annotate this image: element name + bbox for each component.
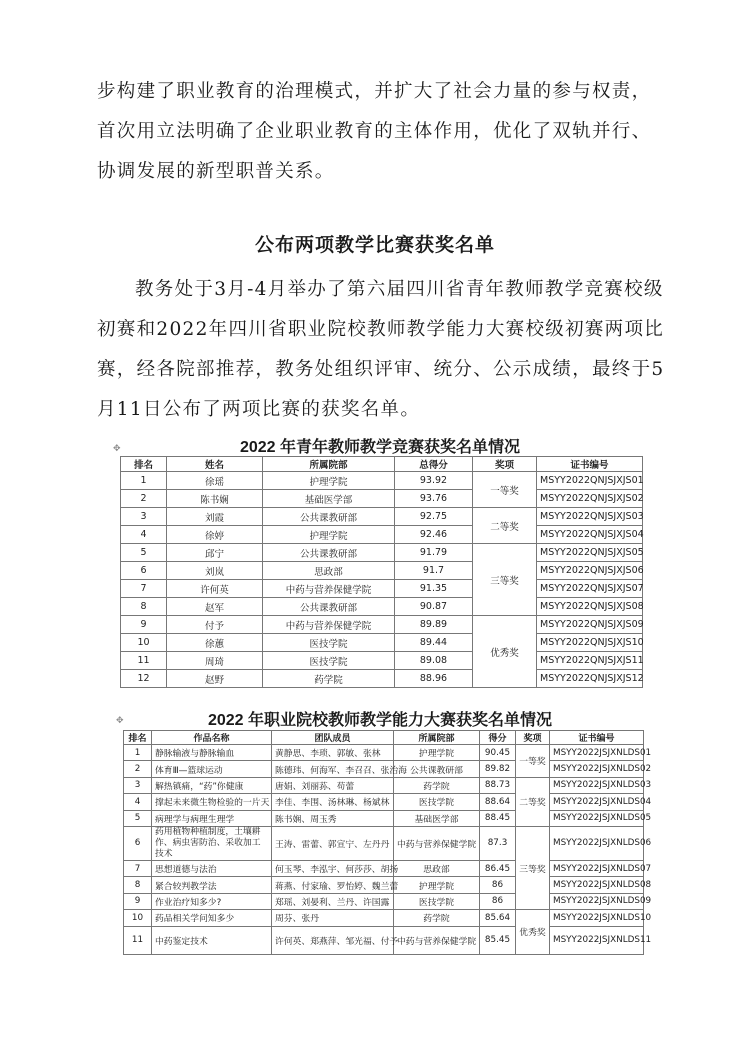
- score-cell: 92.75: [395, 508, 473, 526]
- cert-cell: MSYY2022JSJXNLDS02: [550, 761, 644, 777]
- award-cell: 二等奖: [516, 777, 550, 826]
- cert-cell: MSYY2022QNJSJXJS11: [537, 652, 643, 670]
- rank-cell: 9: [121, 616, 167, 634]
- column-header-score: 总得分: [395, 457, 473, 472]
- column-header-name: 姓名: [167, 457, 263, 472]
- team-cell: 陈德玮、何海军、李召召、张治海: [272, 761, 394, 777]
- table-row: [124, 810, 644, 826]
- award-cell: 二等奖: [473, 508, 537, 544]
- cert-cell: MSYY2022JSJXNLDS08: [550, 877, 644, 893]
- table-row: [121, 580, 643, 598]
- team-cell: 何玉琴、李泓宇、何莎莎、胡扬: [272, 860, 394, 876]
- cert-cell: MSYY2022JSJXNLDS04: [550, 794, 644, 810]
- rank-cell: 10: [124, 910, 152, 926]
- column-header-cert: 证书编号: [537, 457, 643, 472]
- score-cell: 89.89: [395, 616, 473, 634]
- score-cell: 86.45: [480, 860, 516, 876]
- team-cell: 周芬、张丹: [272, 910, 394, 926]
- score-cell: 87.3: [480, 826, 516, 860]
- score-cell: 91.79: [395, 544, 473, 562]
- score-cell: 92.46: [395, 526, 473, 544]
- table2-title: 2022 年职业院校教师教学能力大赛获奖名单情况: [207, 712, 553, 729]
- work-cell: 作业治疗知多少?: [152, 893, 272, 909]
- cert-cell: MSYY2022JSJXNLDS11: [550, 926, 644, 954]
- rank-cell: 10: [121, 634, 167, 652]
- rank-cell: 11: [121, 652, 167, 670]
- name-cell: 赵野: [167, 670, 263, 688]
- table-row: [124, 777, 644, 793]
- rank-cell: 3: [121, 508, 167, 526]
- cert-cell: MSYY2022JSJXNLDS06: [550, 826, 644, 860]
- table-row: [121, 652, 643, 670]
- score-cell: 93.92: [395, 472, 473, 490]
- table1-title: 2022 年青年教师教学竞赛获奖名单情况: [239, 439, 521, 456]
- dept-cell: 医技学院: [263, 652, 395, 670]
- table-row: [124, 893, 644, 909]
- dept-cell: 医技学院: [394, 794, 480, 810]
- dept-cell: 基础医学部: [394, 810, 480, 826]
- name-cell: 徐蕙: [167, 634, 263, 652]
- score-cell: 89.08: [395, 652, 473, 670]
- table-row: [121, 670, 643, 688]
- dept-cell: 公共课教研部: [263, 544, 395, 562]
- table-row: [121, 634, 643, 652]
- score-cell: 88.64: [480, 794, 516, 810]
- score-cell: 85.64: [480, 910, 516, 926]
- table-row: [121, 508, 643, 526]
- rank-cell: 3: [124, 777, 152, 793]
- section-heading: 公布两项教学比赛获奖名单: [254, 234, 495, 256]
- table-row: [121, 472, 643, 490]
- table-row: [124, 826, 644, 860]
- name-cell: 陈书娴: [167, 490, 263, 508]
- team-cell: 许何英、郑燕萍、邹光福、付予: [272, 926, 394, 954]
- table-move-handle-icon[interactable]: ✥: [116, 716, 124, 726]
- score-cell: 89.44: [395, 634, 473, 652]
- table-row: [124, 794, 644, 810]
- column-header-award: 奖项: [473, 457, 537, 472]
- award-cell: 三等奖: [516, 826, 550, 909]
- cert-cell: MSYY2022QNJSJXJS06: [537, 562, 643, 580]
- score-cell: 90.87: [395, 598, 473, 616]
- column-header-score: 得分: [480, 731, 516, 745]
- column-header-rank: 排名: [121, 457, 167, 472]
- rank-cell: 4: [124, 794, 152, 810]
- name-cell: 付予: [167, 616, 263, 634]
- cert-cell: MSYY2022JSJXNLDS09: [550, 893, 644, 909]
- cert-cell: MSYY2022QNJSJXJS05: [537, 544, 643, 562]
- team-cell: 唐娟、刘丽荪、苟蕾: [272, 777, 394, 793]
- work-cell: 思想道德与法治: [152, 860, 272, 876]
- name-cell: 许何英: [167, 580, 263, 598]
- award-cell: 优秀奖: [473, 616, 537, 688]
- cert-cell: MSYY2022QNJSJXJS01: [537, 472, 643, 490]
- column-header-award: 奖项: [516, 731, 550, 745]
- award-cell: 一等奖: [516, 745, 550, 778]
- table-row: [124, 877, 644, 893]
- column-header-rank: 排名: [124, 731, 152, 745]
- team-cell: 郑瑶、刘晏利、兰丹、许国露: [272, 893, 394, 909]
- intro-paragraph: 步构建了职业教育的治理模式，并扩大了社会力量的参与权责，首次用立法明确了企业职业教育的主体作用，优化了双轨并行、协调发展的新型职普关系。: [97, 81, 652, 182]
- work-cell: 解热镇痛，“药”你健康: [152, 777, 272, 793]
- name-cell: 周琦: [167, 652, 263, 670]
- name-cell: 刘霞: [167, 508, 263, 526]
- rank-cell: 9: [124, 893, 152, 909]
- work-cell: 体育Ⅲ—篮球运动: [152, 761, 272, 777]
- rank-cell: 5: [121, 544, 167, 562]
- dept-cell: 护理学院: [394, 745, 480, 761]
- table-header-row: [124, 731, 644, 745]
- table-row: [124, 860, 644, 876]
- rank-cell: 12: [121, 670, 167, 688]
- table-row: [124, 910, 644, 926]
- cert-cell: MSYY2022QNJSJXJS03: [537, 508, 643, 526]
- dept-cell: 思政部: [263, 562, 395, 580]
- table-row: [121, 616, 643, 634]
- table-header-row: [121, 457, 643, 472]
- score-cell: 93.76: [395, 490, 473, 508]
- dept-cell: 药学院: [394, 910, 480, 926]
- dept-cell: 公共课教研部: [263, 508, 395, 526]
- column-header-dept: 所属院部: [263, 457, 395, 472]
- rank-cell: 8: [124, 877, 152, 893]
- dept-cell: 护理学院: [263, 472, 395, 490]
- table-move-handle-icon[interactable]: ✥: [113, 444, 121, 454]
- dept-cell: 药学院: [394, 777, 480, 793]
- cert-cell: MSYY2022JSJXNLDS05: [550, 810, 644, 826]
- team-cell: 陈书娴、周玉秀: [272, 810, 394, 826]
- cert-cell: MSYY2022QNJSJXJS12: [537, 670, 643, 688]
- score-cell: 91.35: [395, 580, 473, 598]
- score-cell: 88.73: [480, 777, 516, 793]
- rank-cell: 6: [121, 562, 167, 580]
- rank-cell: 7: [121, 580, 167, 598]
- rank-cell: 1: [124, 745, 152, 761]
- name-cell: 徐婷: [167, 526, 263, 544]
- name-cell: 赵军: [167, 598, 263, 616]
- score-cell: 88.45: [480, 810, 516, 826]
- rank-cell: 4: [121, 526, 167, 544]
- dept-cell: 公共课教研部: [263, 598, 395, 616]
- table-row: [121, 544, 643, 562]
- name-cell: 徐瑶: [167, 472, 263, 490]
- rank-cell: 7: [124, 860, 152, 876]
- teaching-ability-table: [123, 730, 652, 955]
- teacher-competition-table: [120, 456, 643, 688]
- team-cell: 李佳、李围、汤林琳、杨斌林: [272, 794, 394, 810]
- dept-cell: 中药与营养保健学院: [263, 580, 395, 598]
- cert-cell: MSYY2022JSJXNLDS07: [550, 860, 644, 876]
- announcement-paragraph: 教务处于3月-4月举办了第六届四川省青年教师教学竞赛校级初赛和2022年四川省职业院校教师教学能力大赛校级初赛两项比赛，经各院部推荐，教务处组织评审、统分、公示成绩，最终于5月11日公布了两项比赛的获奖名单。: [97, 279, 665, 420]
- cert-cell: MSYY2022QNJSJXJS02: [537, 490, 643, 508]
- table-row: [124, 745, 644, 761]
- cert-cell: MSYY2022JSJXNLDS03: [550, 777, 644, 793]
- cert-cell: MSYY2022QNJSJXJS08: [537, 598, 643, 616]
- column-header-team: 团队成员: [272, 731, 394, 745]
- rank-cell: 8: [121, 598, 167, 616]
- rank-cell: 1: [121, 472, 167, 490]
- work-cell: 药品相关学问知多少: [152, 910, 272, 926]
- cert-cell: MSYY2022JSJXNLDS01: [550, 745, 644, 761]
- dept-cell: 公共课教研部: [394, 761, 480, 777]
- column-header-dept: 所属院部: [394, 731, 480, 745]
- work-cell: 病理学与病理生理学: [152, 810, 272, 826]
- dept-cell: 药学院: [263, 670, 395, 688]
- award-cell: 一等奖: [473, 472, 537, 508]
- dept-cell: 中药与营养保健学院: [263, 616, 395, 634]
- column-header-work: 作品名称: [152, 731, 272, 745]
- score-cell: 86: [480, 877, 516, 893]
- rank-cell: 5: [124, 810, 152, 826]
- dept-cell: 护理学院: [263, 526, 395, 544]
- score-cell: 85.45: [480, 926, 516, 954]
- score-cell: 89.82: [480, 761, 516, 777]
- work-cell: 中药鉴定技术: [152, 926, 272, 954]
- cert-cell: MSYY2022QNJSJXJS07: [537, 580, 643, 598]
- work-cell: 静脉输液与静脉输血: [152, 745, 272, 761]
- dept-cell: 思政部: [394, 860, 480, 876]
- table-row: [124, 761, 644, 777]
- cert-cell: MSYY2022QNJSJXJS09: [537, 616, 643, 634]
- name-cell: 邱宁: [167, 544, 263, 562]
- cert-cell: MSYY2022QNJSJXJS04: [537, 526, 643, 544]
- dept-cell: 医技学院: [263, 634, 395, 652]
- dept-cell: 医技学院: [394, 893, 480, 909]
- column-header-cert: 证书编号: [550, 731, 644, 745]
- team-cell: 蒋燕、付家瑜、罗怡婷、魏兰蕾: [272, 877, 394, 893]
- rank-cell: 6: [124, 826, 152, 860]
- table-row: [121, 526, 643, 544]
- rank-cell: 2: [124, 761, 152, 777]
- table-row: [121, 562, 643, 580]
- table-row: [124, 926, 644, 954]
- rank-cell: 11: [124, 926, 152, 954]
- team-cell: 黄静思、李琐、郭敏、张林: [272, 745, 394, 761]
- score-cell: 88.96: [395, 670, 473, 688]
- work-cell: 紧合较判教学法: [152, 877, 272, 893]
- dept-cell: 基础医学部: [263, 490, 395, 508]
- table-row: [121, 598, 643, 616]
- award-cell: 三等奖: [473, 544, 537, 616]
- cert-cell: MSYY2022QNJSJXJS10: [537, 634, 643, 652]
- score-cell: 90.45: [480, 745, 516, 761]
- table-row: [121, 490, 643, 508]
- dept-cell: 中药与营养保健学院: [394, 826, 480, 860]
- rank-cell: 2: [121, 490, 167, 508]
- dept-cell: 中药与营养保健学院: [394, 926, 480, 954]
- score-cell: 86: [480, 893, 516, 909]
- cert-cell: MSYY2022JSJXNLDS10: [550, 910, 644, 926]
- award-cell: 优秀奖: [516, 910, 550, 954]
- score-cell: 91.7: [395, 562, 473, 580]
- team-cell: 王涛、雷蕾、郭宣宁、左丹丹: [272, 826, 394, 860]
- work-cell: 药用植物种植制度，土壤耕作、病虫害防治、采收加工技术: [152, 826, 272, 860]
- dept-cell: 护理学院: [394, 877, 480, 893]
- work-cell: 撑起未来微生物检验的一片天: [152, 794, 272, 810]
- name-cell: 刘岚: [167, 562, 263, 580]
